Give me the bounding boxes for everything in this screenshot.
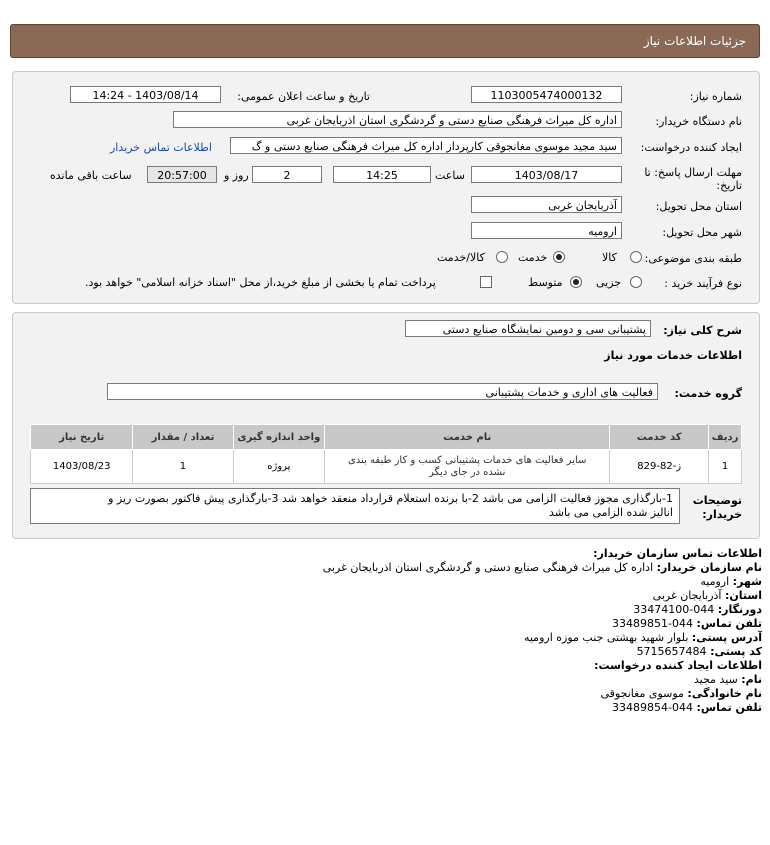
last-name-label: نام خانوادگی: bbox=[687, 687, 762, 700]
fax: 044-33474100 bbox=[633, 603, 715, 616]
province-label: استان محل تحویل: bbox=[655, 200, 742, 213]
summary-field: پشتیبانی سی و دومین نمایشگاه صنایع دستی bbox=[405, 320, 651, 337]
days-label: روز و bbox=[224, 169, 249, 182]
process-option-minor: جزیی bbox=[596, 276, 622, 289]
address-label: آدرس پستی: bbox=[691, 631, 762, 644]
postal-label: کد پستی: bbox=[710, 645, 762, 658]
city-field: ارومیه bbox=[471, 222, 622, 239]
col-date: تاریخ نیاز bbox=[31, 425, 133, 450]
notes-label-buyer: خریدار: bbox=[702, 508, 742, 521]
buyer-org-label: نام دستگاه خریدار: bbox=[655, 115, 742, 128]
phone: 044-33489851 bbox=[612, 617, 694, 630]
last-name-row bbox=[601, 687, 762, 700]
address: بلوار شهید بهشتی جنب موزه ارومیه bbox=[523, 631, 689, 644]
city-label: شهر محل تحویل: bbox=[662, 226, 742, 239]
org-name: اداره کل میراث فرهنگی صنایع دستی و گردشگری استان اذربایجان غربی bbox=[322, 561, 654, 574]
postal: 5715657484 bbox=[636, 645, 707, 658]
cell-qty: 1 bbox=[133, 450, 233, 484]
treasury-payment-checkbox[interactable] bbox=[480, 276, 492, 288]
category-radio-goods[interactable] bbox=[630, 251, 642, 263]
need-number-field: 1103005474000132 bbox=[471, 86, 622, 103]
contact-province: آذربایجان غربی bbox=[652, 589, 722, 602]
first-name-label: نام: bbox=[741, 673, 762, 686]
col-row: ردیف bbox=[709, 425, 742, 450]
need-info-panel bbox=[12, 71, 760, 304]
col-code: کد خدمت bbox=[610, 425, 709, 450]
address-row bbox=[524, 631, 762, 644]
cell-date: 1403/08/23 bbox=[31, 450, 133, 484]
notes-field bbox=[30, 488, 680, 524]
contact-city: ارومیه bbox=[700, 575, 730, 588]
process-radio-minor[interactable] bbox=[630, 276, 642, 288]
requester-field: سید مجید موسوی مغانجوقی کارپرداز اداره کل میراث فرهنگی صنایع دستی و گ bbox=[230, 137, 622, 154]
remaining-time-field: 20:57:00 bbox=[147, 166, 217, 183]
col-name: نام خدمت bbox=[325, 425, 610, 450]
org-contact-title: اطلاعات تماس سازمان خریدار: bbox=[593, 547, 762, 560]
contact-province-row bbox=[653, 589, 762, 602]
cell-name-line2: نشده در جای دیگر bbox=[429, 466, 506, 478]
service-group-label: گروه خدمت: bbox=[674, 387, 742, 400]
process-radio-medium[interactable] bbox=[570, 276, 582, 288]
last-name: موسوی مغانجوقی bbox=[600, 687, 684, 700]
category-radio-goods-service[interactable] bbox=[496, 251, 508, 263]
remaining-label: ساعت باقی مانده bbox=[50, 169, 132, 182]
cell-code: ز-82-829 bbox=[610, 450, 709, 484]
notes-label: توضیحات bbox=[692, 494, 742, 507]
postal-row bbox=[637, 645, 762, 658]
first-name-row bbox=[694, 673, 762, 686]
services-title: اطلاعات خدمات مورد نیاز bbox=[604, 349, 742, 362]
category-label: طبقه بندی موضوعی: bbox=[644, 252, 742, 265]
announce-field: 1403/08/14 - 14:24 bbox=[70, 86, 221, 103]
table-row bbox=[31, 450, 742, 484]
deadline-label: مهلت ارسال پاسخ: تا bbox=[644, 166, 742, 179]
deadline-date-field: 1403/08/17 bbox=[471, 166, 622, 183]
creator-title: اطلاعات ایجاد کننده درخواست: bbox=[594, 659, 762, 672]
col-unit: واحد اندازه گیری bbox=[233, 425, 325, 450]
cell-name-line1: سایر فعالیت های خدمات پشتیبانی کسب و کار طبقه بندی bbox=[347, 454, 587, 466]
category-option-service: خدمت bbox=[518, 251, 548, 264]
category-option-goods: کالا bbox=[602, 251, 617, 264]
deadline-label-date: تاریخ: bbox=[716, 179, 742, 192]
fax-label: دورنگار: bbox=[717, 603, 762, 616]
contact-city-label: شهر: bbox=[732, 575, 762, 588]
page-title: جزئیات اطلاعات نیاز bbox=[643, 34, 746, 48]
buyer-org-field: اداره کل میراث فرهنگی صنایع دستی و گردشگری استان اذربایجان غربی bbox=[173, 111, 622, 128]
process-label: نوع فرآیند خرید : bbox=[664, 277, 742, 290]
category-option-goods-service: کالا/خدمت bbox=[437, 251, 485, 264]
first-name: سید مجید bbox=[693, 673, 738, 686]
buyer-contact-link[interactable]: اطلاعات تماس خریدار bbox=[110, 141, 212, 154]
service-group-field: فعالیت های اداری و خدمات پشتیبانی bbox=[107, 383, 658, 400]
summary-label: شرح کلی نیاز: bbox=[663, 324, 742, 337]
contact-province-label: استان: bbox=[725, 589, 762, 602]
province-field: آذربایجان غربی bbox=[471, 196, 622, 213]
org-name-row bbox=[323, 561, 762, 574]
announce-label: تاریخ و ساعت اعلان عمومی: bbox=[237, 90, 370, 103]
cell-row: 1 bbox=[709, 450, 742, 484]
notes-line1: 1-بارگذاری مجوز فعالیت الزامی می باشد 2-با برنده استعلام قرارداد منعقد خواهد شد 3-بارگذاری پیش فاکتور بصورت ریز و bbox=[108, 492, 673, 505]
contact-city-row bbox=[700, 575, 762, 588]
creator-phone-label: تلفن تماس: bbox=[696, 701, 762, 714]
services-table bbox=[30, 424, 742, 484]
phone-label: تلفن تماس: bbox=[696, 617, 762, 630]
treasury-payment-note: پرداخت تمام یا بخشی از مبلغ خرید،از محل "اسناد خزانه اسلامی" خواهد بود. bbox=[85, 276, 436, 289]
org-name-label: نام سازمان خریدار: bbox=[656, 561, 762, 574]
creator-phone: 044-33489854 bbox=[612, 701, 694, 714]
notes-line2: انالیز شده الزامی می باشد bbox=[548, 506, 673, 519]
cell-unit: پروژه bbox=[233, 450, 325, 484]
requester-label: ایجاد کننده درخواست: bbox=[640, 141, 742, 154]
deadline-time-field: 14:25 bbox=[333, 166, 431, 183]
cell-name bbox=[325, 450, 610, 484]
creator-phone-row bbox=[612, 701, 762, 714]
deadline-time-label: ساعت bbox=[435, 169, 465, 182]
category-radio-service[interactable] bbox=[553, 251, 565, 263]
phone-row bbox=[612, 617, 762, 630]
col-qty: تعداد / مقدار bbox=[133, 425, 233, 450]
process-option-medium: متوسط bbox=[528, 276, 563, 289]
fax-row bbox=[633, 603, 762, 616]
need-number-label: شماره نیاز: bbox=[689, 90, 742, 103]
page-header bbox=[10, 24, 760, 58]
days-field: 2 bbox=[252, 166, 322, 183]
